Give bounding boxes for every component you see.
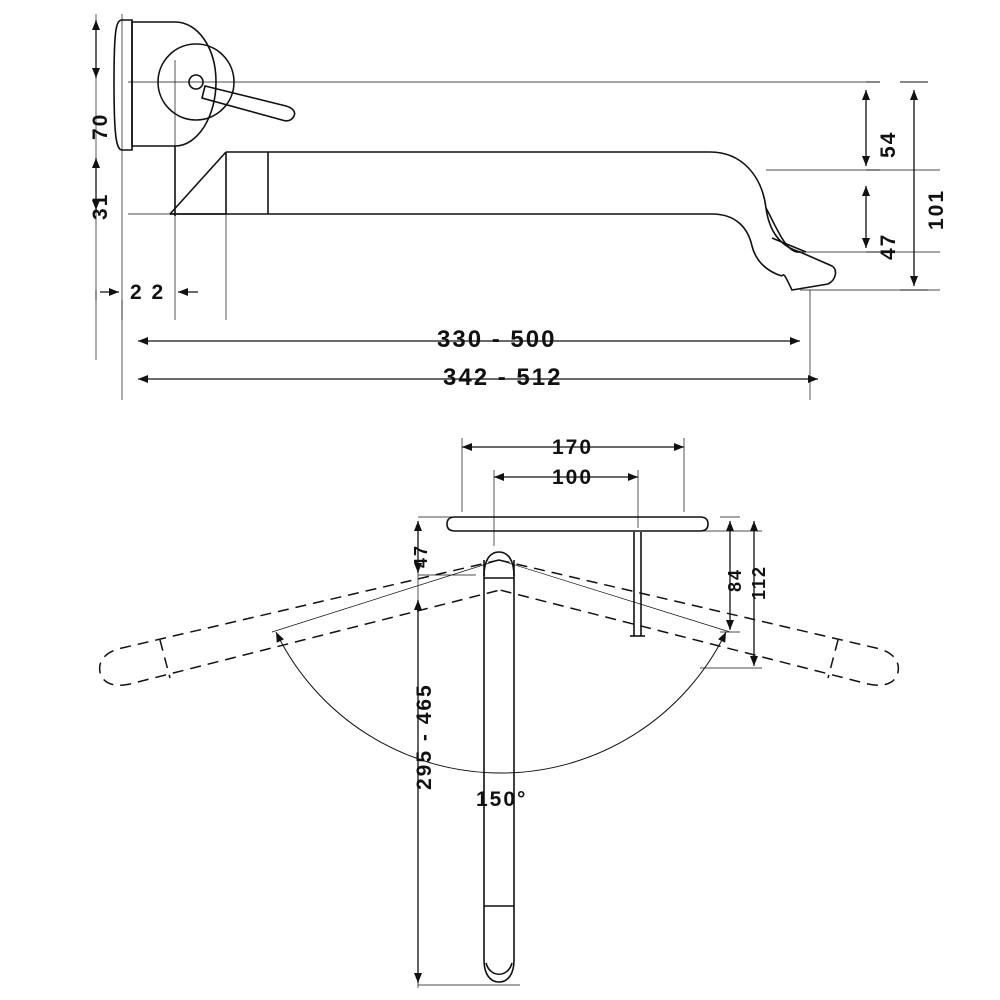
dim-label-swivel-radius-range: 295 - 465 [413,683,436,790]
dim-label-31: 31 [89,192,112,220]
dim-label-top-47: 47 [411,543,431,568]
dim-label-101: 101 [925,188,948,230]
dim-label-100: 100 [552,466,594,489]
dim-label-projection-range: 330 - 500 [437,326,557,353]
top-view-extension-lines [272,438,762,988]
dim-label-overall-length-range: 342 - 512 [443,364,563,391]
dim-label-47: 47 [877,232,900,260]
side-view-geometry [114,20,835,290]
dim-label-170: 170 [552,436,594,459]
top-view-geometry [447,517,708,982]
top-view-dimension-arrows [276,447,754,983]
dim-label-22: 2 2 [130,281,166,304]
dim-label-swivel-angle: 150° [476,788,528,811]
dim-label-84: 84 [725,567,745,592]
dim-label-112: 112 [749,564,769,600]
dim-label-54: 54 [877,130,900,158]
dim-label-70: 70 [89,112,112,140]
